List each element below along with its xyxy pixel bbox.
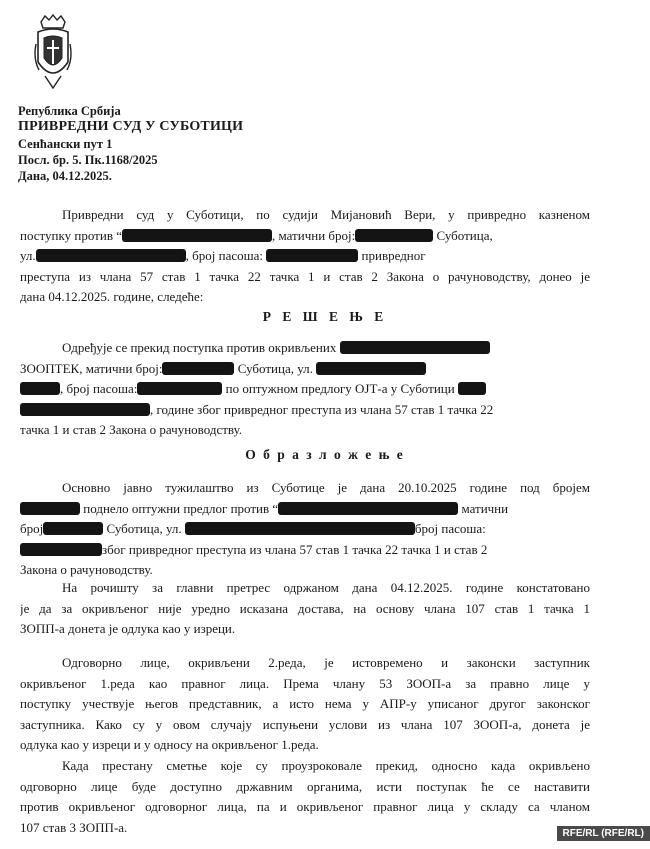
text-segment: матични	[461, 500, 509, 516]
text-segment: , број пасоша:	[185, 248, 264, 263]
text-segment: Суботица, ул.	[237, 360, 313, 376]
header-court-name: ПРИВРЕДНИ СУД У СУБОТИЦИ	[18, 119, 244, 134]
text-segment: ЗОПП-а донета је одлука као у изреци.	[20, 621, 236, 636]
resenje-line	[20, 420, 590, 441]
reasoning-paragraph-4	[20, 756, 590, 838]
text-segment: тачка 1 и став 2 Закона о рачуноводству.	[20, 422, 243, 437]
intro-line	[20, 287, 590, 308]
text-segment: Суботица,	[436, 227, 493, 243]
text-segment: привредног	[361, 248, 426, 263]
reasoning-line	[20, 578, 590, 599]
intro-paragraph	[20, 205, 590, 308]
text-segment: Основно јавно тужилаштво из Суботице је дана 20.10.2025 године под бројем	[62, 480, 590, 495]
text-segment: поднело оптужни предлог против “	[83, 500, 279, 516]
redaction	[20, 543, 102, 556]
redaction	[458, 382, 486, 395]
redaction	[340, 341, 490, 354]
text-segment: дана 04.12.2025. године, следеће:	[20, 289, 204, 304]
obrazlozenje-heading: О б р а з л о ж е њ е	[245, 447, 405, 462]
reasoning-line	[20, 619, 590, 640]
text-segment: , године због привредног преступа из члана 57 став 1 тачка 22	[150, 401, 494, 417]
reasoning-line	[20, 674, 590, 695]
header-case-number: Посл. бр. 5. Пк.1168/2025	[18, 153, 158, 167]
text-segment: број	[20, 521, 44, 536]
resenje-line	[20, 338, 590, 359]
reasoning-line	[20, 599, 590, 620]
reasoning-line	[20, 818, 590, 839]
resenje-paragraph	[20, 338, 590, 441]
resenje-line	[20, 359, 590, 380]
text-segment: 107 став 3 ЗОПП-а.	[20, 819, 128, 835]
redaction	[316, 362, 426, 375]
redaction	[278, 502, 458, 515]
header-date: Дана, 04.12.2025.	[18, 169, 112, 183]
text-segment: Одговорно лице, окривљени 2.реда, је истовремено и законски заступник	[62, 655, 590, 670]
redaction	[36, 249, 186, 262]
text-segment: преступа из члана 57 став 1 тачка 22 тачка 1 и став 2 Закона о рачуноводству, донео је	[20, 268, 590, 284]
text-segment: Када престану сметње које су проузроковале прекид, односно када окривљено	[62, 758, 590, 773]
text-segment: окривљеног 1.реда као правног лица. Према члану 53 ЗООП-а за правно лице у	[20, 675, 590, 691]
reasoning-line	[20, 478, 590, 499]
text-segment: ул.	[20, 248, 36, 263]
reasoning-line	[20, 756, 590, 777]
text-segment: одлука као у изреци и у односу на окривљеног 1.реда.	[20, 737, 319, 752]
text-segment: по оптужном предлогу ОЈТ-а у Суботици	[225, 381, 455, 396]
text-segment: је да за окривљеног није уредно исказана достава, на основу члана 107 став 1 тачка 1	[20, 600, 590, 616]
resenje-line	[20, 379, 590, 400]
header-country: Република Србија	[18, 104, 121, 118]
text-segment: , матични број:	[271, 227, 356, 243]
intro-line	[20, 226, 590, 247]
redaction	[43, 522, 103, 535]
intro-line	[20, 246, 590, 267]
text-segment: Суботица, ул.	[106, 521, 182, 536]
text-segment: број пасоша:	[414, 521, 486, 536]
reasoning-line	[20, 653, 590, 674]
reasoning-paragraph-2	[20, 578, 590, 640]
text-segment: против окривљеног одговорног лица, па и окривљеног правног лица у складу са чланом	[20, 799, 590, 814]
reasoning-line	[20, 735, 590, 756]
reasoning-line	[20, 777, 590, 798]
text-segment: На рочишту за главни претрес одржаном дана 04.12.2025. године констатовано	[62, 580, 590, 595]
text-segment: поступку против “	[20, 227, 122, 243]
redaction	[137, 382, 222, 395]
text-segment: Привредни суд у Суботици, по судији Мијановић Вери, у привредно казненом	[62, 207, 590, 222]
reasoning-line	[20, 797, 590, 818]
reasoning-paragraph-1	[20, 478, 590, 581]
reasoning-line	[20, 694, 590, 715]
redaction	[185, 522, 415, 535]
reasoning-line	[20, 499, 590, 520]
photo-credit: RFE/RL (RFE/RL)	[557, 826, 650, 841]
resenje-line	[20, 400, 590, 421]
reasoning-line	[20, 519, 590, 540]
resenje-heading: Р Е Ш Е Њ Е	[262, 309, 388, 324]
redaction	[266, 249, 358, 262]
text-segment: , број пасоша:	[60, 381, 138, 396]
redaction	[20, 382, 60, 395]
intro-line	[20, 205, 590, 226]
redaction	[20, 403, 150, 416]
intro-line	[20, 267, 590, 288]
text-segment: Одређује се прекид поступка против окривљених	[62, 340, 337, 355]
header-address: Сенћански пут 1	[18, 137, 113, 151]
redaction	[122, 229, 272, 242]
text-segment: ЗООПТЕК,	[20, 360, 83, 376]
serbian-coat-of-arms-icon	[33, 14, 73, 94]
reasoning-line	[20, 715, 590, 736]
text-segment: због привредног преступа из члана 57 став 1 тачка 22 тачка 1 и став 2	[102, 541, 488, 557]
redaction	[20, 502, 80, 515]
redaction	[355, 229, 433, 242]
text-segment: одговорно лице буде доступно државним органима, исти поступак ће се наставити	[20, 778, 590, 794]
reasoning-paragraph-3	[20, 653, 590, 756]
text-segment: Закона о рачуноводству.	[20, 562, 153, 577]
text-segment: заступника. Како су у овом случају испуњени услови из члана 107 ЗООП-а, донета је	[20, 716, 590, 732]
reasoning-line	[20, 540, 590, 561]
text-segment: поступку учествује његов представник, а исто нема у АПР-у уписаног другог законског	[20, 696, 590, 711]
redaction	[162, 362, 234, 375]
text-segment: матични број:	[85, 360, 163, 376]
